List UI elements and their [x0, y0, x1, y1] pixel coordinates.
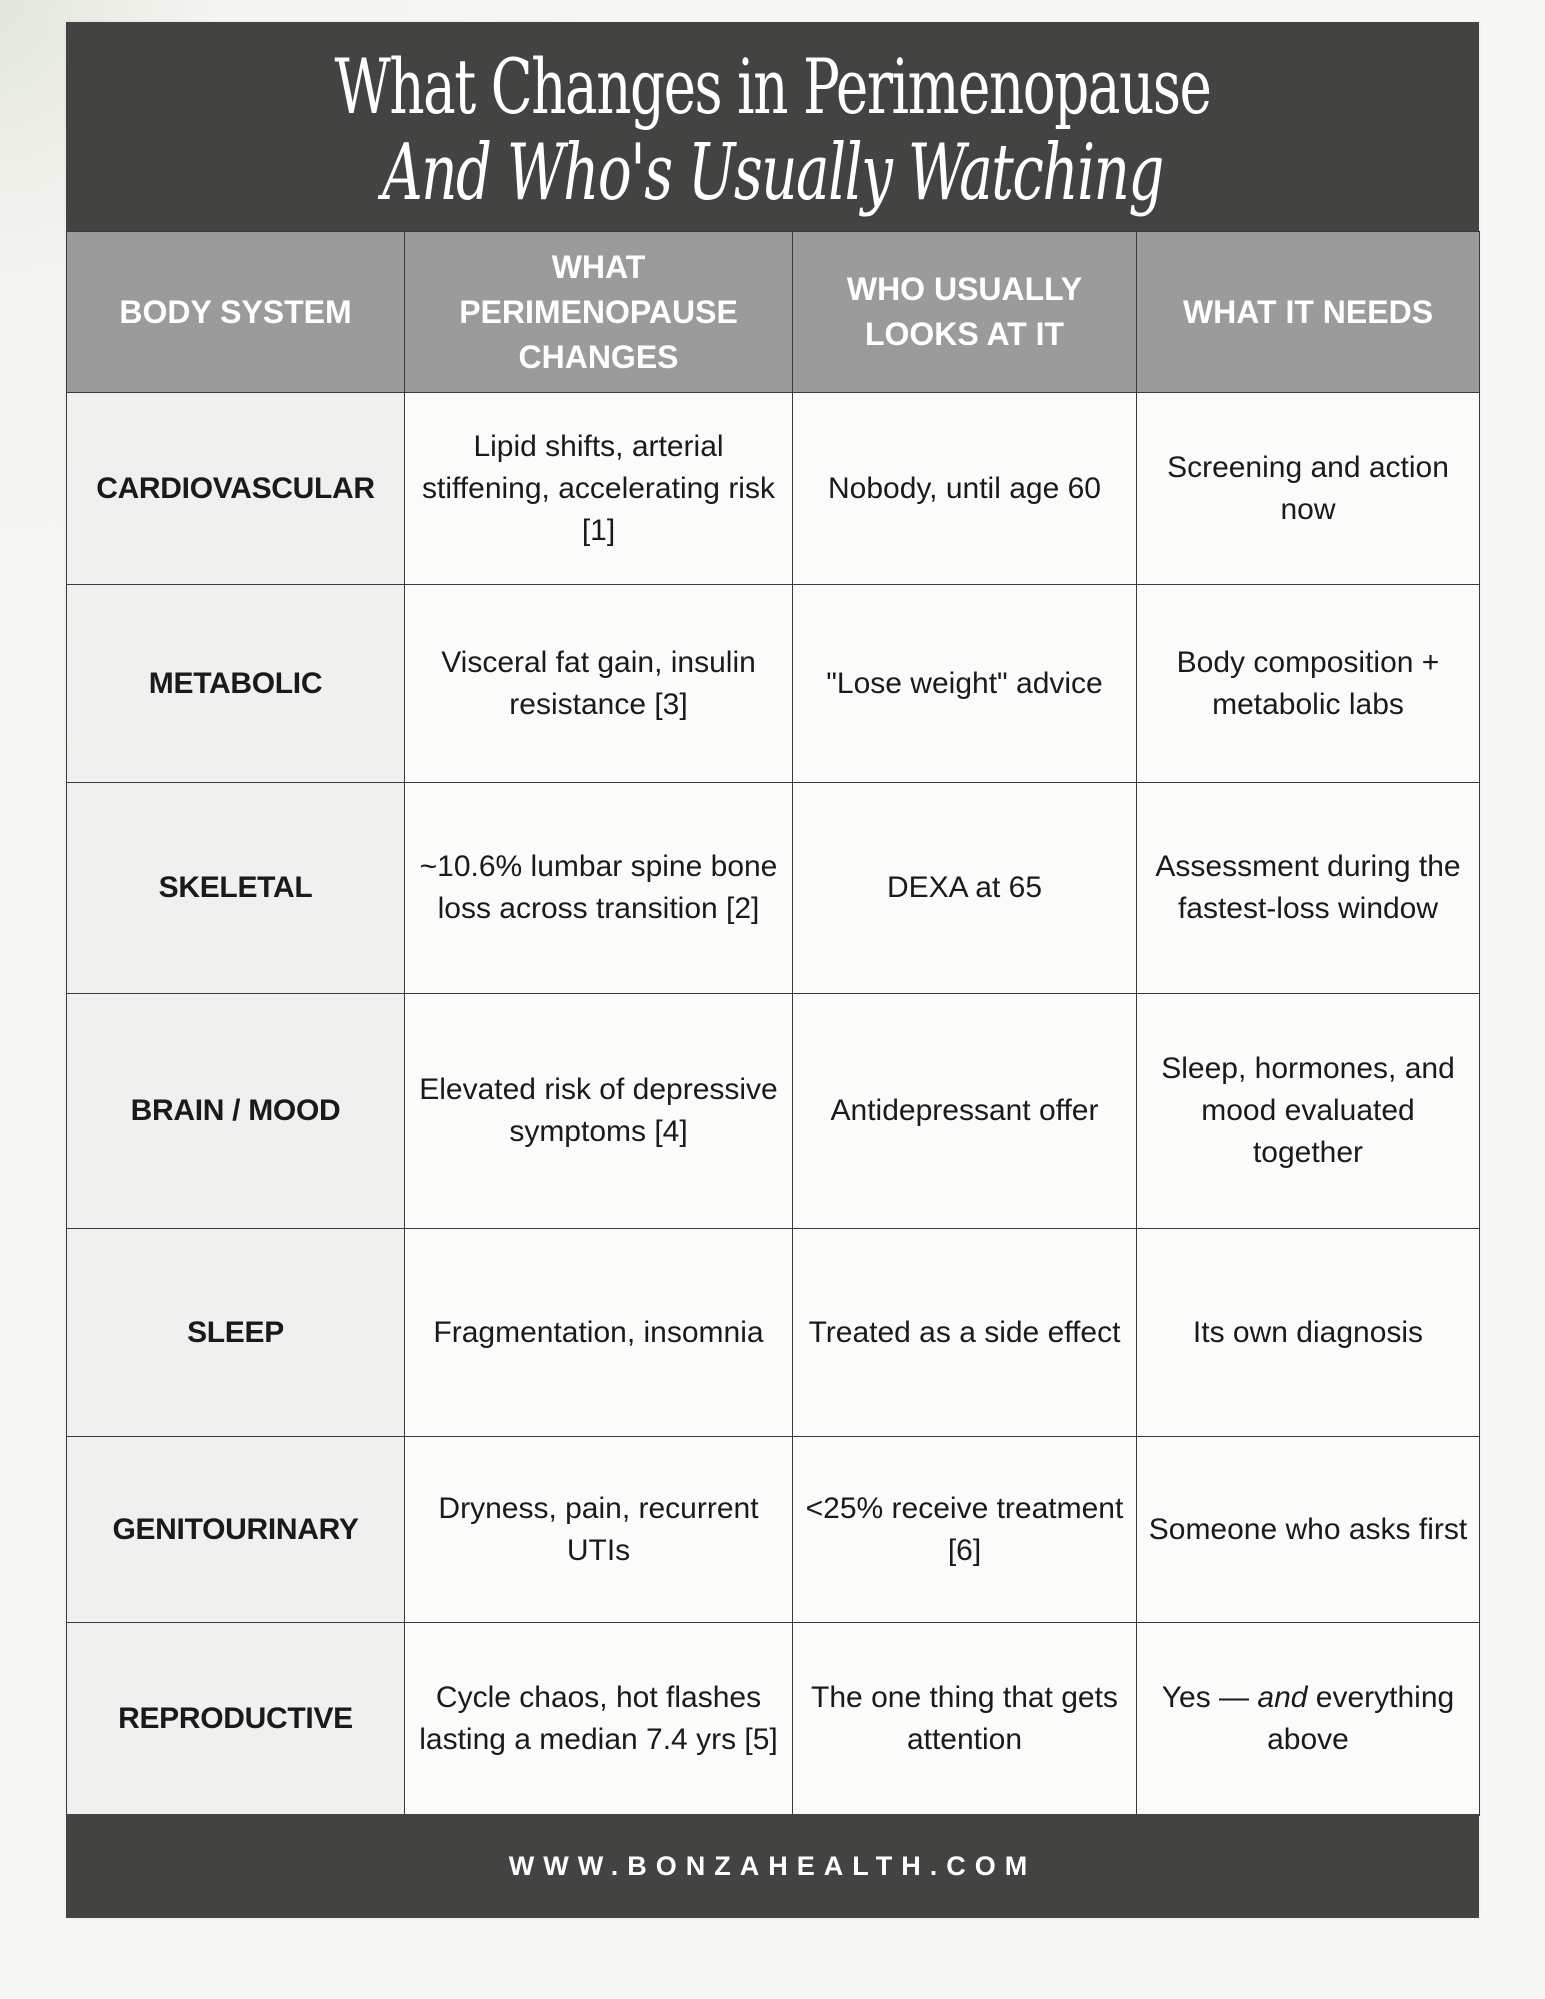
changes-cell: Elevated risk of depressive symptoms [4] [405, 994, 793, 1229]
footer-banner [66, 1814, 1479, 1918]
body-system-cell: REPRODUCTIVE [67, 1623, 405, 1816]
who-looks-cell: DEXA at 65 [793, 783, 1137, 994]
who-looks-cell: The one thing that gets attention [793, 1623, 1137, 1816]
title-main: What Changes in Perimenopause [334, 42, 1211, 131]
changes-cell: Dryness, pain, recurrent UTIs [405, 1437, 793, 1623]
who-looks-cell: <25% receive treatment [6] [793, 1437, 1137, 1623]
body-system-cell: CARDIOVASCULAR [67, 393, 405, 585]
table-row [67, 1623, 1480, 1816]
who-looks-cell: Nobody, until age 60 [793, 393, 1137, 585]
comparison-table [66, 231, 1480, 1816]
body-system-cell: SLEEP [67, 1229, 405, 1437]
who-looks-cell: "Lose weight" advice [793, 585, 1137, 783]
table-row [67, 783, 1480, 994]
needs-suffix: everything above [1267, 1681, 1455, 1756]
changes-cell: Lipid shifts, arterial stiffening, accelerating risk [1] [405, 393, 793, 585]
needs-cell: Its own diagnosis [1137, 1229, 1480, 1437]
infographic-sheet [66, 22, 1479, 1918]
table-row [67, 1437, 1480, 1623]
table-row [67, 585, 1480, 783]
title-subtitle: And Who's Usually Watching [382, 128, 1163, 218]
needs-cell: Assessment during the fastest-loss window [1137, 783, 1480, 994]
body-system-cell: BRAIN / MOOD [67, 994, 405, 1229]
body-system-cell: GENITOURINARY [67, 1437, 405, 1623]
table-row [67, 393, 1480, 585]
changes-cell: Cycle chaos, hot flashes lasting a median 7.4 yrs [5] [405, 1623, 793, 1816]
column-header-what-it-needs: WHAT IT NEEDS [1137, 232, 1480, 393]
needs-cell: Sleep, hormones, and mood evaluated together [1137, 994, 1480, 1229]
table-row [67, 994, 1480, 1229]
footer-url: WWW.BONZAHEALTH.COM [508, 1851, 1037, 1881]
body-system-cell: SKELETAL [67, 783, 405, 994]
body-system-cell: METABOLIC [67, 585, 405, 783]
needs-emphasis: and [1257, 1681, 1308, 1714]
column-header-who-looks: WHO USUALLY LOOKS AT IT [793, 232, 1137, 393]
changes-cell: Visceral fat gain, insulin resistance [3] [405, 585, 793, 783]
who-looks-cell: Antidepressant offer [793, 994, 1137, 1229]
changes-cell: Fragmentation, insomnia [405, 1229, 793, 1437]
needs-cell [1137, 1623, 1480, 1816]
changes-cell: ~10.6% lumbar spine bone loss across transition [2] [405, 783, 793, 994]
needs-cell: Screening and action now [1137, 393, 1480, 585]
needs-cell: Body composition + metabolic labs [1137, 585, 1480, 783]
table-header-row [67, 232, 1480, 393]
column-header-body-system: BODY SYSTEM [67, 232, 405, 393]
needs-prefix: Yes — [1161, 1681, 1258, 1714]
title-banner [66, 22, 1479, 231]
table-row [67, 1229, 1480, 1437]
who-looks-cell: Treated as a side effect [793, 1229, 1137, 1437]
column-header-what-changes: WHAT PERIMENOPAUSE CHANGES [405, 232, 793, 393]
needs-cell: Someone who asks first [1137, 1437, 1480, 1623]
